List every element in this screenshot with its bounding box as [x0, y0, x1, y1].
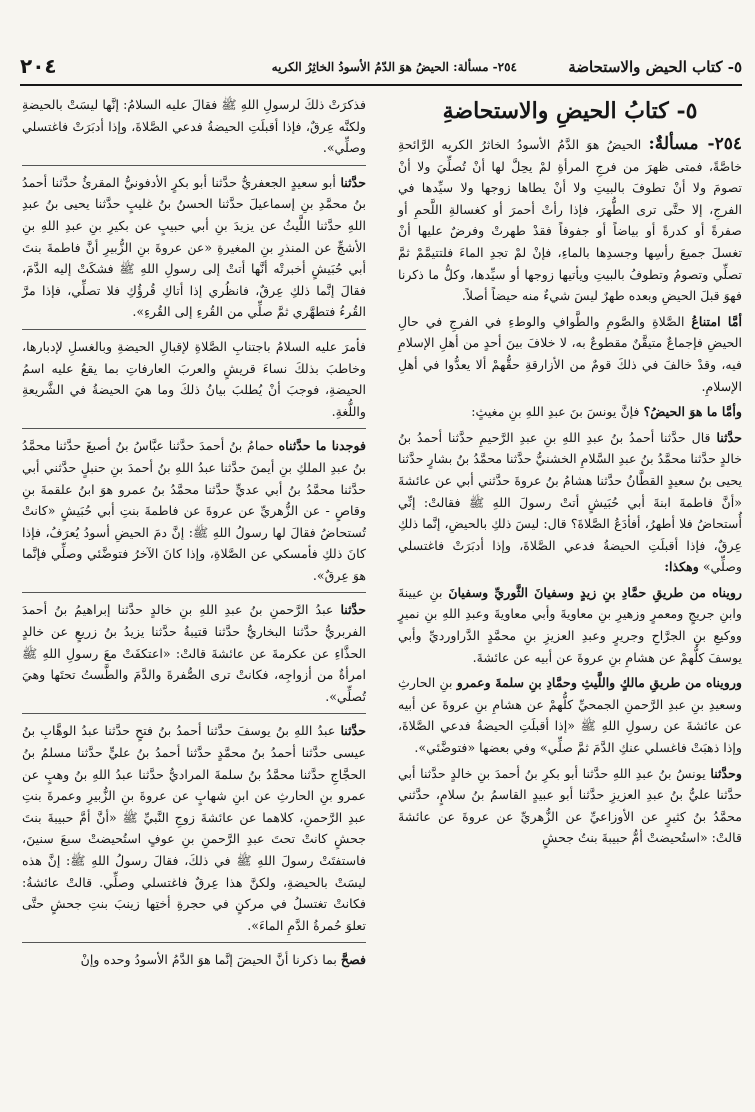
left-column — [22, 94, 366, 975]
divider — [22, 592, 366, 593]
right-column — [398, 94, 742, 853]
paragraph-text: الصَّلاةِ والصَّومِ والطَّوافِ والوطءِ في الفرجِ في حالِ الحيضِ فإجماعٌ متيقَّنٌ مقطوعٌ به، لا خلافَ بينَ أحدٍ من أهلِ الإسلامِ فيه، وقدْ خالفَ في ذلكَ قومٌ من الأزارقةِ حقُّهمْ ألا يعدُّوا في أهلِ الإسلامِ. — [398, 313, 742, 394]
running-head-issue: ٢٥٤- مسألة: الحيضُ هوَ الدّمُ الأسودُ الخاثِرُ الكريه — [271, 60, 517, 74]
paragraph — [22, 949, 366, 971]
divider — [22, 428, 366, 429]
page-number: ٢٠٤ — [20, 54, 57, 78]
paragraph-lead: وأمَّا ما هوَ الحيضُ؟ — [643, 404, 742, 420]
divider — [22, 165, 366, 166]
paragraph — [22, 720, 366, 936]
paragraph-lead: حدَّثنا — [716, 429, 742, 445]
masala-label: ٢٥٤- مسألةٌ: — [648, 134, 742, 154]
chapter-title: ٥- كتابُ الحيضِ والاستحاضةِ — [442, 98, 698, 124]
paragraph — [398, 763, 742, 849]
paragraph-lead: فوجدنا ما حدَّثناه — [278, 438, 366, 454]
paragraph-text: فذكرَتْ ذلكَ لرسولِ اللهِ ﷺ فقالَ عليه السلامُ: إنَّها ليسَتْ بالحيضةِ ولكنَّه عِرقٌ، فإذا أقبلَتِ الحيضةُ فدعي الصَّلاةَ، وإذا أدبَرَتْ فاغتسلي وصلِّي». — [22, 97, 366, 156]
paragraph-text: فإنَّ يونسَ بنَ عبدِ اللهِ بنِ مغيثٍ: — [471, 404, 640, 420]
paragraph-lead: حدَّثنا — [340, 723, 366, 739]
paragraph-text: عبدُ الرَّحمنِ بنُ عبدِ اللهِ بنِ خالدٍ حدَّثنا إبراهيمُ بنُ أحمدَ الفربريُّ حدَّثنا البخاريُّ حدَّثنا قتيبةُ حدَّثنا يزيدُ بنُ زريعٍ عن خالدٍ الحذَّاءِ عن عكرمةَ عن عائشةَ قالتْ: «اعتكفَتْ معَ رسولِ اللهِ ﷺ امرأةٌ من أزواجِه، فكانتْ ترى الصُّفرةَ والدَّمَ والطَّستُ تحتَها وهيَ تُصلِّي». — [22, 602, 366, 704]
paragraph — [398, 401, 742, 423]
paragraph-lead: ورويناه من طريقِ مالكٍ واللَّيثِ وحمَّادِ بنِ سلمةَ وعمرو — [456, 675, 742, 691]
paragraph — [22, 599, 366, 707]
paragraph-lead: حدَّثنا — [340, 174, 366, 190]
paragraph — [398, 311, 742, 397]
divider — [22, 942, 366, 943]
paragraph-lead: فصحَّ — [340, 952, 366, 968]
paragraph-end: وهكذا: — [664, 559, 699, 575]
running-head-chapter: ٥- كتاب الحيض والاستحاضة — [568, 58, 742, 76]
paragraph — [22, 94, 366, 159]
paragraph — [22, 435, 366, 586]
masala-text: الحيضُ هوَ الدَّمُ الأسودُ الخاثرُ الكريه الرَّائحةِ خاصَّةً، فمتى ظهرَ من فرجِ المرأةِ لمْ يحِلَّ لها أنْ تُصلِّيَ ولا أنْ تصومَ ولا أنْ تطوفَ بالبيتِ ولا أنْ يطاها زوجها ولا سيِّدها في الفرجِ، إلا حتَّى ترى الطُّهرَ، فإذا رأتْ أحمرَ أو كغسالةِ اللَّحمِ أو صفرةً أو كدرةً أو بياضاً أو جفوفاً فقدْ طهرتْ وفرضٌ عليها أنْ تغسلَ جميعَ رأسِها وجسدِها بالماءِ، فإنْ لمْ تجدِ الماءَ فلتتيمَّمْ ثمَّ تصلِّي وتصومُ وتطوفُ بالبيتِ ويأتيها زوجها أو سيِّدها، وكلُّ ما ذكرنا فهوَ قبلَ الحيضِ وبعده طهرٌ ليسَ شيءٌ منه حيضاً أصلاً. — [398, 137, 742, 304]
paragraph-text: بما ذكرنا أنَّ الحيضَ إنَّما هوَ الدَّمُ الأسودُ وحده وإنْ — [80, 952, 337, 968]
paragraph — [22, 336, 366, 422]
masala-paragraph — [398, 134, 742, 307]
divider — [22, 713, 366, 714]
paragraph-text: حمامُ بنُ أحمدَ حدَّثنا عبَّاسُ بنُ أصبغَ حدَّثنا محمَّدُ بنُ عبدِ الملكِ بنِ أيمنَ حدَّثنا عبدُ اللهِ بنُ أحمدَ بنِ حنبلٍ حدَّثني أبي حدَّثنا محمَّدُ بنُ أبي عديٍّ حدَّثنا محمَّدُ بنُ عمرو هوَ ابنُ علقمةَ بنِ وقاصٍ - عن الزُّهريِّ عن عروةَ عن فاطمةَ بنتِ أبي حُبَيشٍ «كانتْ تُستحاضُ فقالَ لها رسولُ اللهِ ﷺ: إنَّ دمَ الحيضِ أسودُ يُعرَفُ، فإذا كانَ ذلكِ فأمسكي عن الصَّلاةِ، وإذا كانَ الآخرُ فتوضَّئي وصلِّي فإنَّما هوَ عِرقٌ». — [22, 438, 366, 583]
paragraph-text: بنِ عيينةَ وابنِ جريجٍ ومعمرٍ وزهيرِ بنِ معاويةَ وأبي معاويةَ وعبدِ اللهِ بنِ نميرٍ ووكيعِ بنِ الجرَّاحِ وجريرٍ وعبدِ العزيزِ بنِ محمَّدٍ الدَّراورديِّ وأبي يوسفَ كلُّهمْ عن هشامِ بنِ عروةَ عن أبيه عن عائشةَ. — [398, 584, 742, 665]
paragraph — [398, 427, 742, 578]
paragraph-text: قال حدَّثنا أحمدُ بنُ عبدِ اللهِ بنِ عبدِ الرَّحيمِ حدَّثنا أحمدُ بنُ خالدٍ حدَّثنا محمَّدُ بنُ عبدِ السَّلامِ الخشنيُّ حدَّثنا محمَّدُ بنُ بشارٍ حدَّثنا يحيى بنُ سعيدٍ القطَّانُ حدَّثنا هشامُ بنُ عروةَ حدَّثني أبي عن عائشةَ «أنَّ فاطمةَ ابنةَ أبي حُبَيشٍ أتتْ رسولَ اللهِ ﷺ فقالتْ: إنِّي أُستحاضُ فلا أطهرُ، أفأدَعُ الصَّلاةَ؟ قال: ليسَ ذلكِ بالحيضِ، إنَّما ذلكِ عِرقٌ، فإذا أقبلَتِ الحيضةُ فدعي الصَّلاةَ، وإذا أدبَرَتْ فاغتسلي وصلِّي» — [398, 429, 742, 575]
paragraph-lead: وحدَّثنا — [710, 765, 742, 781]
divider — [22, 329, 366, 330]
paragraph-lead: حدَّثنا — [340, 602, 366, 618]
paragraph-text: فأمرَ عليه السلامُ باجتنابِ الصَّلاةِ لإقبالِ الحيضةِ وبالغسلِ لإدبارها، وخاطبَ بذلكَ نساءَ قريشٍ والعربَ العارفاتِ بما يقعُ عليه اسمُ الحيضةِ، فوجبَ أنْ يُطلبَ بيانُ ذلكَ وما هيَ الحيضةُ في الشَّريعةِ واللُّغةِ. — [22, 338, 366, 419]
paragraph-text: عبدُ اللهِ بنُ يوسفَ حدَّثنا أحمدُ بنُ فتحٍ حدَّثنا عبدُ الوهَّابِ بنُ عيسى حدَّثنا أحمدُ بنُ محمَّدٍ حدَّثنا أحمدُ بنُ عليٍّ حدَّثنا مسلمُ بنُ الحجَّاجِ حدَّثنا محمَّدُ بنُ سلمةَ المراديُّ حدَّثنا عبدُ اللهِ بنُ وهبٍ عن عمرو بنِ الحارثِ عن ابنِ شهابٍ عن عروةَ بنِ الزُّبيرِ وعمرةَ بنتِ عبدِ الرَّحمنِ، كلاهما عن عائشةَ زوجِ النَّبيِّ ﷺ «أنَّ أمَّ حبيبةَ بنتَ جحشٍ كانتْ تحتَ عبدِ الرَّحمنِ بنِ عوفٍ استُحيضتْ سبعَ سنينَ، فاستفتَتْ رسولَ اللهِ ﷺ في ذلكَ، فقالَ رسولُ اللهِ ﷺ: إنَّ هذه ليسَتْ بالحيضةِ، ولكنَّ هذا عِرقٌ فاغتسلي وصلِّي. قالتْ عائشةُ: فكانتْ تغتسلُ في مركنٍ في حجرةِ أختِها زينبَ بنتِ جحشٍ حتَّى تعلوَ حُمرةُ الدَّمِ الماءَ». — [22, 723, 366, 933]
paragraph — [22, 172, 366, 323]
paragraph-text: يونسُ بنُ عبدِ اللهِ حدَّثنا أبو بكرِ بنُ أحمدَ بنِ خالدٍ حدَّثنا أبي حدَّثنا عليُّ بنُ عبدِ العزيزِ حدَّثنا أبو عبيدٍ القاسمُ بنُ سلامٍ، حدَّثني محمَّدُ بنُ كثيرٍ عن الأوزاعيِّ عن الزُّهريِّ عن عروةَ عن عائشةَ قالتْ: «استُحيضتْ أمُّ حبيبةَ بنتُ جحشٍ — [398, 765, 742, 846]
paragraph — [398, 582, 742, 668]
paragraph-lead: أمَّا امتناعُ — [691, 313, 742, 329]
paragraph-text: بنِ الحارثِ وسعيدِ بنِ عبدِ الرَّحمنِ الجمحيِّ كلُّهمْ عن هشامِ بنِ عروةَ عن أبيه عن عائشةَ عن رسولِ اللهِ ﷺ «إذا أقبلَتِ الحيضةُ فدعي الصَّلاةَ، وإذا ذهبَتْ فاغسلي عنكِ الدَّمَ ثمَّ صلِّي» وفي بعضها «فتوضَّئي». — [398, 675, 742, 756]
paragraph-text: أبو سعيدٍ الجعفريُّ حدَّثنا أبو بكرٍ الأدفونيُّ المقرئُ حدَّثنا أحمدُ بنُ محمَّدِ بنِ إسماعيلَ حدَّثنا الحسنُ بنُ غليبٍ حدَّثنا يحيى بنُ عبدِ اللهِ حدَّثنا اللَّيثُ عن يزيدَ بنِ أبي حبيبٍ عن بكيرِ بنِ عبدِ اللهِ بنِ الأشجِّ عن المنذرِ بنِ المغيرةِ «عن عروةَ بنِ الزُّبيرِ أنَّ فاطمةَ بنتَ أبي حُبَيشٍ أخبرتْه أنَّها أتتْ إلى رسولِ اللهِ ﷺ فشكَتْ إليه الدَّمَ، فقالَ إنَّما ذلكِ عِرقٌ، فانظُري إذا أتاكِ قُرؤُكِ فلا تصلِّي، فإذا مرَّ القُرءُ فتطهَّري ثمَّ صلِّي من القُرءِ إلى القُرءِ». — [22, 174, 366, 320]
paragraph-lead: رويناه من طريقِ حمَّادِ بنِ زيدٍ وسفيانَ الثَّوريِّ وسفيانَ — [448, 584, 742, 600]
page-header — [20, 56, 742, 86]
paragraph — [398, 672, 742, 758]
